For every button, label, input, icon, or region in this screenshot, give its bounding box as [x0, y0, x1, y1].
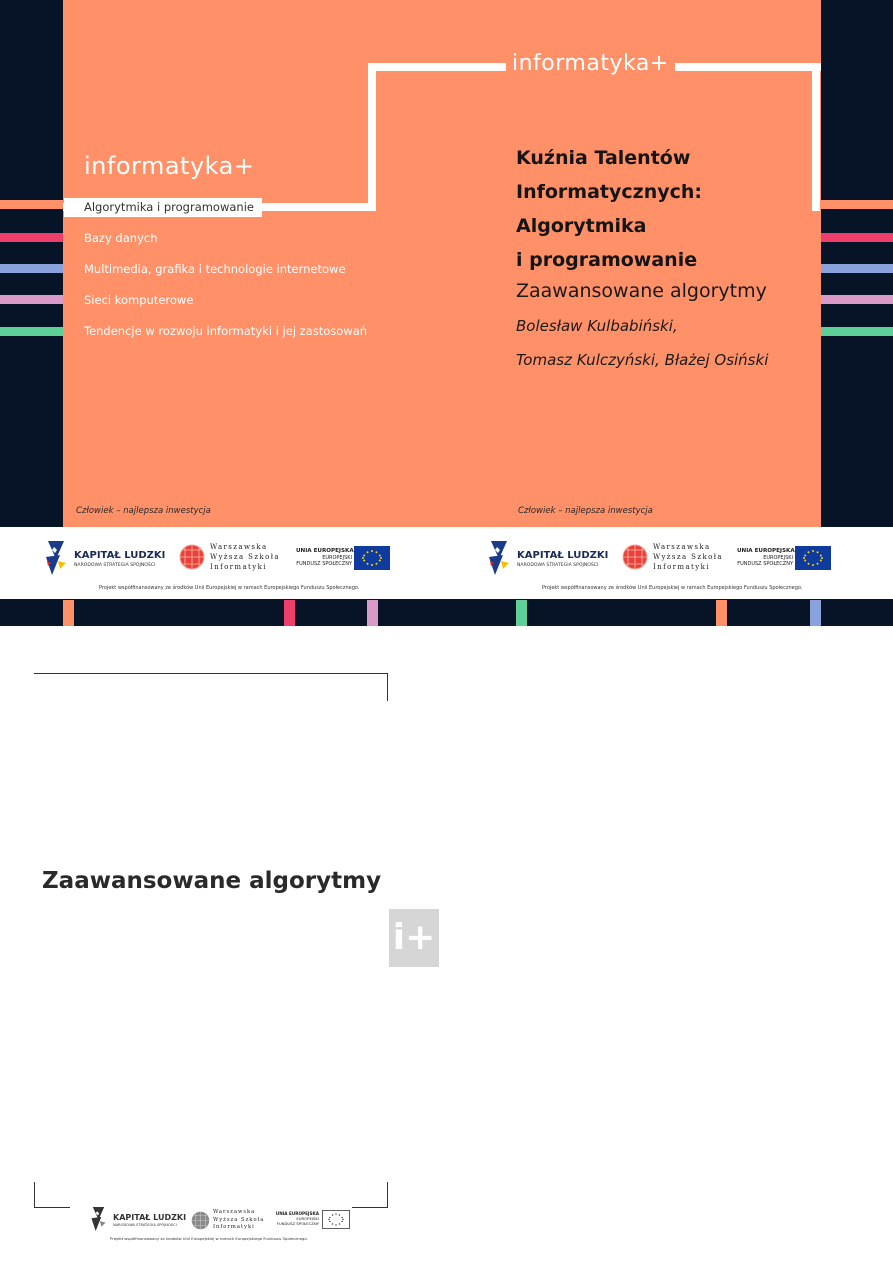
wwsi-name	[213, 1209, 264, 1232]
wwsi-name	[653, 542, 723, 572]
crop-line-top	[34, 673, 388, 674]
logo-group-front	[487, 537, 847, 593]
wwsi-globe-icon	[622, 544, 648, 570]
marker-orange	[63, 600, 74, 626]
marker-orange-2	[716, 600, 727, 626]
marker-blue	[810, 600, 821, 626]
ue-line-2: FUNDUSZ SPOŁECZNY	[296, 561, 352, 567]
cover-title-line-4: i programowanie	[516, 249, 698, 271]
wwsi-line-1: Warszawska	[653, 543, 711, 551]
ue-line-1: EUROPEJSKI	[322, 554, 352, 561]
kapital-ludzki-emblem-icon	[487, 539, 511, 577]
menu-item-networks: Sieci komputerowe	[84, 293, 194, 307]
tagline-back: Człowiek – najlepsza inwestycja	[76, 506, 211, 516]
eu-flag-icon	[322, 1210, 350, 1229]
brand-logo-front: informatyka+	[506, 51, 675, 76]
i-plus-badge: i+	[389, 909, 439, 967]
menu-item-multimedia: Multimedia, grafika i technologie internetowe	[84, 262, 346, 276]
connector-line-right-drop	[812, 63, 820, 211]
cover-author-line-2: Tomasz Kulczyński, Błażej Osiński	[516, 351, 769, 369]
menu-item-databases: Bazy danych	[84, 231, 158, 245]
ue-title: UNIA EUROPEJSKA	[296, 548, 354, 554]
kapital-ludzki-emblem-icon	[90, 1205, 107, 1233]
wwsi-line-2: Wyższa Szkoła	[210, 553, 280, 561]
wwsi-globe-icon	[191, 1211, 210, 1230]
crop-line-bottom-right-h	[352, 1207, 388, 1208]
wwsi-globe-icon	[179, 544, 205, 570]
ue-line-2: FUNDUSZ SPOŁECZNY	[737, 561, 793, 567]
ue-title: UNIA EUROPEJSKA	[275, 1211, 319, 1216]
cover-title-line-3: Algorytmika	[516, 215, 647, 237]
logo-group-back	[44, 537, 404, 593]
marker-lilac	[367, 600, 378, 626]
marker-pink	[284, 600, 295, 626]
ue-text-block	[737, 548, 793, 568]
kapital-ludzki-title: KAPITAŁ LUDZKI	[113, 1213, 187, 1222]
menu-item-algorithms: Algorytmika i programowanie	[64, 198, 262, 217]
kapital-ludzki-title: KAPITAŁ LUDZKI	[517, 550, 609, 561]
connector-line-vertical	[368, 63, 376, 211]
back-page-title: Zaawansowane algorytmy	[42, 868, 382, 894]
cover-title-line-2: Informatycznych:	[516, 181, 702, 203]
marker-green	[516, 600, 527, 626]
kapital-ludzki-subtitle: NARODOWA STRATEGIA SPÓJNOŚCI	[517, 563, 599, 568]
project-note-back: Projekt współfinansowany ze środków Unii Europejskiej w ramach Europejskiego Funduszu Społecznego.	[99, 585, 360, 591]
wwsi-line-3: Informatyki	[213, 1224, 255, 1230]
ue-text-block	[275, 1211, 319, 1226]
eu-flag-icon	[354, 546, 390, 570]
cover-title-block	[516, 141, 702, 277]
crop-line-bottom-left-h	[34, 1207, 70, 1208]
ue-line-1: EUROPEJSKI	[763, 554, 793, 561]
ue-text-block	[296, 548, 352, 568]
wwsi-line-3: Informatyki	[210, 563, 267, 571]
kapital-ludzki-emblem-icon	[44, 539, 68, 577]
ue-line-2: FUNDUSZ SPOŁECZNY	[276, 1221, 319, 1226]
logo-group-lower	[90, 1203, 355, 1245]
crop-line-bottom-left	[34, 1182, 35, 1208]
project-note-lower: Projekt współfinansowany ze środków Unii Europejskiej w ramach Europejskiego Funduszu Społecznego.	[110, 1236, 308, 1241]
brand-logo-back: informatyka+	[84, 152, 255, 180]
cover-subtitle: Zaawansowane algorytmy	[516, 280, 767, 302]
cover-title-line-1: Kuźnia Talentów	[516, 147, 691, 169]
eu-flag-icon	[795, 546, 831, 570]
ue-line-1: EUROPEJSKI	[296, 1216, 319, 1221]
wwsi-name	[210, 542, 280, 572]
tagline-front: Człowiek – najlepsza inwestycja	[518, 506, 653, 516]
wwsi-line-2: Wyższa Szkoła	[653, 553, 723, 561]
cover-author-line-1: Bolesław Kulbabiński,	[516, 317, 678, 335]
project-note-front: Projekt współfinansowany ze środków Unii Europejskiej w ramach Europejskiego Funduszu Społecznego.	[542, 585, 803, 591]
wwsi-line-1: Warszawska	[213, 1209, 256, 1215]
crop-line-top-right	[387, 673, 388, 701]
ue-title: UNIA EUROPEJSKA	[737, 548, 795, 554]
wwsi-line-1: Warszawska	[210, 543, 268, 551]
kapital-ludzki-subtitle: NARODOWA STRATEGIA SPÓJNOŚCI	[74, 563, 156, 568]
wwsi-line-3: Informatyki	[653, 563, 710, 571]
menu-item-trends: Tendencje w rozwoju informatyki i jej zastosowań	[84, 324, 368, 338]
kapital-ludzki-title: KAPITAŁ LUDZKI	[74, 550, 166, 561]
crop-line-bottom-right	[387, 1182, 388, 1208]
kapital-ludzki-subtitle: NARODOWA STRATEGIA SPÓJNOŚCI	[113, 1223, 177, 1227]
wwsi-line-2: Wyższa Szkoła	[213, 1216, 265, 1223]
